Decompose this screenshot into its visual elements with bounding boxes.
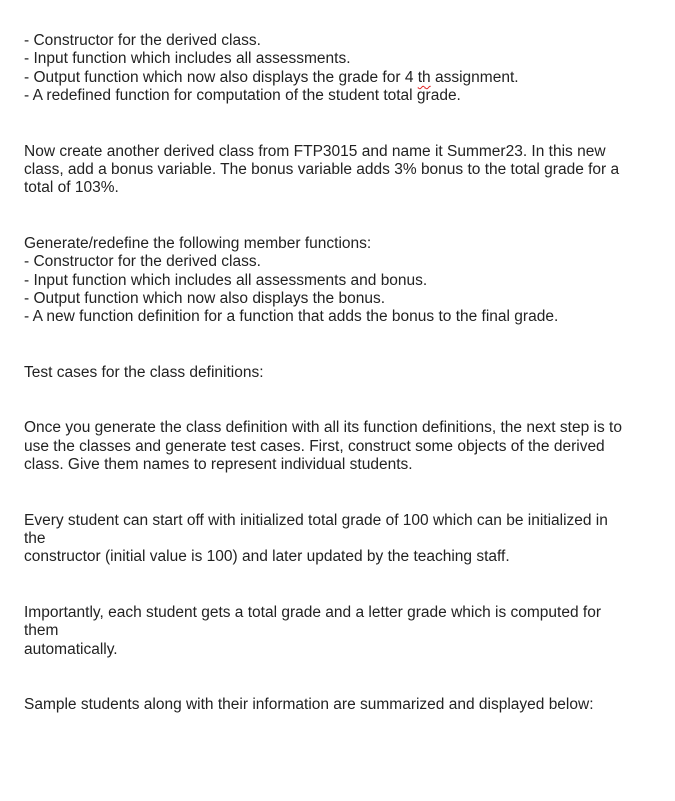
spellcheck-flagged-word[interactable]: th bbox=[417, 68, 431, 86]
text-line: them bbox=[24, 622, 59, 640]
member-functions-list bbox=[24, 235, 654, 327]
text-line: Now create another derived class from FTP3015 and name it Summer23. In this new bbox=[24, 142, 606, 160]
text-line: class, add a bonus variable. The bonus variable adds 3% bonus to the total grade for a bbox=[24, 161, 620, 179]
text-line: Sample students along with their information are summarized and displayed below: bbox=[24, 695, 594, 713]
text-line-output-function bbox=[24, 69, 654, 87]
text-line: - Input function which includes all assessments and bonus. bbox=[24, 271, 428, 289]
text-line: Test cases for the class definitions: bbox=[24, 363, 264, 381]
text-segment: - Output function which now also displays the grade for 4 bbox=[24, 68, 418, 86]
derived-class-function-list bbox=[24, 32, 654, 106]
sample-students-paragraph bbox=[24, 696, 654, 714]
text-line: Importantly, each student gets a total grade and a letter grade which is computed for bbox=[24, 603, 601, 621]
text-segment: assignment. bbox=[430, 68, 519, 86]
text-line: class. Give them names to represent individual students. bbox=[24, 456, 413, 474]
letter-grade-paragraph bbox=[24, 604, 654, 659]
text-line: Every student can start off with initialized total grade of 100 which can be initialized in bbox=[24, 511, 608, 529]
test-cases-heading bbox=[24, 364, 654, 382]
text-line: use the classes and generate test cases. First, construct some objects of the derived bbox=[24, 437, 605, 455]
text-line: - Input function which includes all assessments. bbox=[24, 50, 351, 68]
text-line: - Output function which now also displays the bonus. bbox=[24, 290, 386, 308]
text-line: Once you generate the class definition with all its function definitions, the next step is to bbox=[24, 419, 622, 437]
initial-grade-paragraph bbox=[24, 512, 654, 567]
summer23-class-paragraph bbox=[24, 143, 654, 198]
text-line: - A redefined function for computation of the student total grade. bbox=[24, 87, 461, 105]
text-line: - Constructor for the derived class. bbox=[24, 253, 261, 271]
text-line: the bbox=[24, 529, 46, 547]
text-line: total of 103%. bbox=[24, 179, 119, 197]
text-line: constructor (initial value is 100) and later updated by the teaching staff. bbox=[24, 548, 510, 566]
text-line: - A new function definition for a function that adds the bonus to the final grade. bbox=[24, 308, 559, 326]
text-line: Generate/redefine the following member functions: bbox=[24, 234, 372, 252]
document-body bbox=[24, 32, 654, 714]
test-cases-paragraph bbox=[24, 419, 654, 474]
text-line: automatically. bbox=[24, 640, 118, 658]
text-line: - Constructor for the derived class. bbox=[24, 32, 261, 49]
